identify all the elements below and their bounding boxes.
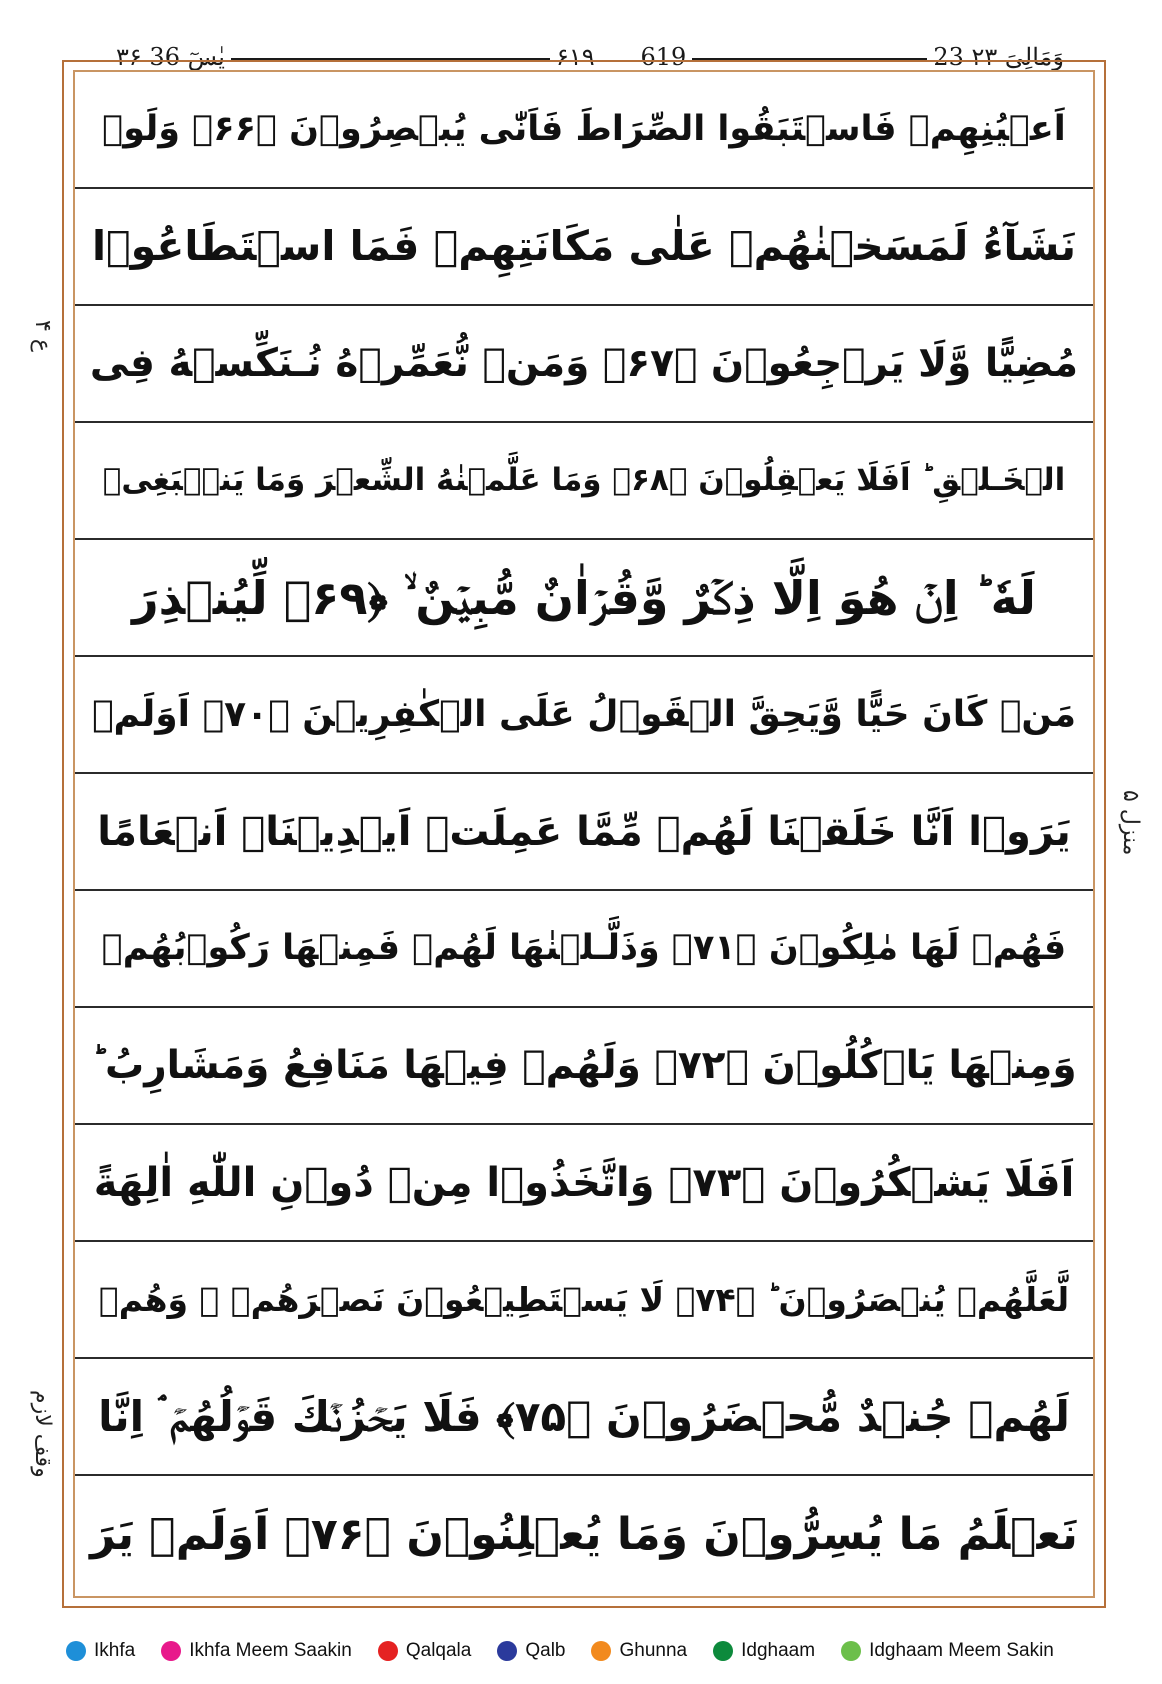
ikhfa-color-dot-icon bbox=[66, 1641, 86, 1661]
idghaam-color-dot-icon bbox=[713, 1641, 733, 1661]
text-line-7 bbox=[75, 774, 1093, 891]
qalqala-color-dot-icon bbox=[378, 1641, 398, 1661]
line-text: مُضِيًّا وَّلَا يَرۡجِعُوۡنَ ﴿۶۷﴾ وَمَنۡ نُّعَمِّرۡهُ نُـنَكِّسۡهُ فِى bbox=[89, 341, 1079, 386]
juz-number: 23 bbox=[933, 43, 964, 71]
text-line-11 bbox=[75, 1242, 1093, 1359]
line-text: الۡخَـلۡقِ‌ ؕ اَفَلَا يَعۡقِلُوۡنَ ﴿۶۸﴾ وَمَا عَلَّمۡنٰهُ الشِّعۡرَ وَمَا يَنۡۢبَغِىۡ bbox=[102, 462, 1066, 498]
page-number-arabic: ۶۱۹ bbox=[556, 43, 595, 71]
waqf-lazim-marker: وقف لازم bbox=[30, 1390, 55, 1478]
line-text: نَعۡلَمُ مَا يُسِرُّوۡنَ وَمَا يُعۡلِنُوۡنَ ﴿۷۶﴾ اَوَلَمۡ يَرَ bbox=[90, 1508, 1078, 1560]
line-text: اَفَلَا يَشۡكُرُوۡنَ ﴿۷۳﴾ وَاتَّخَذُوۡا مِنۡ دُوۡنِ اللّٰهِ اٰلِهَةً bbox=[93, 1159, 1075, 1206]
line-text: وَمِنۡهَا يَاۡكُلُوۡنَ ﴿۷۲﴾ وَلَهُمۡ فِيۡهَا مَنَافِعُ وَمَشَارِبُ‌ ؕ bbox=[91, 1043, 1077, 1088]
text-line-1 bbox=[75, 72, 1093, 189]
legend-label: Qalqala bbox=[405, 1640, 472, 1661]
text-line-9 bbox=[75, 1008, 1093, 1125]
quran-text bbox=[75, 72, 1093, 1596]
text-line-5 bbox=[75, 540, 1093, 657]
line-text: يَرَوۡا اَنَّا خَلَقۡنَا لَهُمۡ مِّمَّا عَمِلَتۡ اَيۡدِيۡنَاۤ اَنۡعَامًا bbox=[97, 808, 1071, 855]
legend-label: Ikhfa Meem Saakin bbox=[189, 1640, 352, 1661]
text-line-13 bbox=[75, 1476, 1093, 1593]
legend-label: Ghunna bbox=[619, 1640, 688, 1661]
legend-item-ikhfa-meem-saakin bbox=[161, 1640, 352, 1662]
legend-item-ghunna bbox=[591, 1640, 687, 1662]
legend-label: Idghaam Meem Sakin bbox=[869, 1640, 1054, 1661]
legend-label: Ikhfa bbox=[94, 1640, 136, 1661]
surah-number: 36 bbox=[149, 43, 180, 71]
text-line-12 bbox=[75, 1359, 1093, 1476]
ikhfa-meem-color-dot-icon bbox=[161, 1641, 181, 1661]
text-line-6 bbox=[75, 657, 1093, 774]
line-text: لَهُمۡ جُنۡدٌ مُّحۡضَرُوۡنَ ﴿۷۵﴾ فَلَا يَحۡزُنۡكَ قَوۡلُهُمۡ‌ ۘ اِنَّا bbox=[98, 1391, 1070, 1441]
page-number: 619 bbox=[640, 43, 687, 71]
juz-name: ۲۳ وَمَالِیَ bbox=[971, 43, 1064, 71]
legend-item-qalb bbox=[497, 1640, 565, 1662]
surah-number-urdu: ۳۶ bbox=[116, 43, 142, 71]
line-text: لَهٗ ؕ اِنۡ هُوَ اِلَّا ذِكۡرٌ وَّقُرۡاٰنٌ مُّبِيۡنٌ ۙ ﴿۶۹﴾ لِّيُنۡذِرَ bbox=[132, 570, 1036, 625]
line-text: لَّعَلَّهُمۡ يُنۡصَرُوۡنَ ؕ ﴿۷۴﴾ لَا يَسۡتَطِيۡعُوۡنَ نَصۡرَهُمۡ ۙ وَهُمۡ bbox=[98, 1280, 1070, 1319]
line-text: اَعۡيُنِهِمۡ فَاسۡتَبَقُوا الصِّرَاطَ فَاَنّٰى يُبۡصِرُوۡنَ ﴿۶۶﴾ وَلَوۡ bbox=[102, 109, 1066, 149]
text-line-2 bbox=[75, 189, 1093, 306]
tajweed-legend bbox=[66, 1634, 1126, 1668]
legend-item-ikhfa bbox=[66, 1640, 135, 1662]
line-text: نَشَآءُ لَمَسَخۡنٰهُمۡ عَلٰى مَكَانَتِهِمۡ فَمَا اسۡتَطَاعُوۡا bbox=[91, 222, 1077, 270]
legend-label: Idghaam bbox=[741, 1640, 816, 1661]
text-line-10 bbox=[75, 1125, 1093, 1242]
legend-item-idghaam bbox=[713, 1640, 815, 1662]
ghunna-color-dot-icon bbox=[591, 1641, 611, 1661]
text-line-4 bbox=[75, 423, 1093, 540]
text-line-3 bbox=[75, 306, 1093, 423]
text-line-8 bbox=[75, 891, 1093, 1008]
legend-label: Qalb bbox=[525, 1640, 566, 1661]
ruku-marker: ع ۴ bbox=[30, 320, 55, 352]
legend-item-qalqala bbox=[378, 1640, 472, 1662]
line-text: مَنۡ كَانَ حَيًّا وَّيَحِقَّ الۡقَوۡلُ عَلَى الۡكٰفِرِيۡنَ ﴿۷۰﴾ اَوَلَمۡ bbox=[91, 693, 1077, 735]
idghaam-meem-color-dot-icon bbox=[841, 1641, 861, 1661]
line-text: فَهُمۡ لَهَا مٰلِكُوۡنَ ﴿۷۱﴾ وَذَلَّـلۡنٰهَا لَهُمۡ فَمِنۡهَا رَكُوۡبُهُمۡ bbox=[101, 928, 1067, 968]
qalb-color-dot-icon bbox=[497, 1641, 517, 1661]
manzil-marker: منزل ۵ bbox=[1118, 790, 1143, 856]
surah-name: یٰسٓ bbox=[187, 43, 225, 71]
legend-item-idghaam-meem-sakin bbox=[841, 1640, 1054, 1662]
